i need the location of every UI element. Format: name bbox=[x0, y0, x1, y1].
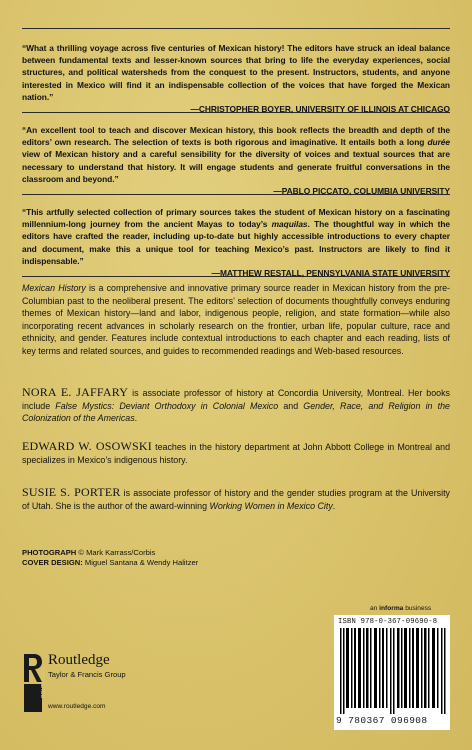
barcode-icon bbox=[340, 628, 446, 714]
photo-credit bbox=[22, 548, 198, 558]
quote-1-text: “What a thrilling voyage across five centuries of Mexican history! The editors have struck an ideal balance between fundamental texts and lesser-known sources that bring to life the everyday experiences, social structures, and political watersheds from the conquest to the present. Instructors, students, and anyone interested in Mexico will find it an indispensable collection of the voices that have forged the Mexican nation.” bbox=[22, 43, 450, 102]
bio-jaffary bbox=[22, 386, 450, 425]
description-text: is a comprehensive and innovative primary source reader in Mexican history from the pre-Columbian past to the neoliberal present. The editors’ selection of documents thoughtfully conveys enduring themes of Mexican history—land and labor, indigenous people, religion, and state formation—while also incorporating recent advances in scholarly research on the frontier, urban life, popular culture, race and ethnicity, and gender. Features include contextual introductions to each chapter and each reading, lists of key terms and related sources, and guides to recommended readings and Web-based resources. bbox=[22, 283, 450, 356]
bio-3-text2: . bbox=[332, 500, 336, 511]
informa-bold: informa bbox=[379, 605, 404, 612]
quote-2-italic: durée bbox=[427, 137, 450, 148]
quote-3-text-before: “This artfully selected collection of primary sources takes the student of Mexican history on a fascinating millennium-long journey from the ancient Mayas to today’s bbox=[22, 207, 450, 230]
quote-3-italic: maquilas bbox=[271, 219, 308, 230]
barcode-number: 9 780367 096908 bbox=[336, 715, 428, 726]
blurb-quote-3 bbox=[22, 206, 450, 279]
quote-2-text-before: “An excellent tool to teach and discover Mexican history, this book reflects the breadth and depth of the editors’ own research. The selection of texts is both rigorous and imaginative. It entails both a long bbox=[22, 125, 450, 148]
quote-3-attribution: —MATTHEW RESTALL, PENNSYLVANIA STATE UNIVERSITY bbox=[211, 268, 450, 279]
publisher-group: Taylor & Francis Group bbox=[48, 670, 126, 679]
blurb-quote-2 bbox=[22, 124, 450, 197]
quote-1-attribution: —CHRISTOPHER BOYER, UNIVERSITY OF ILLINOIS AT CHICAGO bbox=[190, 104, 450, 115]
book-description bbox=[22, 282, 450, 357]
informa-suffix: business bbox=[403, 605, 432, 612]
bio-1-book1: False Mystics: Deviant Orthodoxy in Colonial Mexico bbox=[55, 400, 279, 411]
bio-1-book2: Gender, Race, and Religion in the Colonization of the Americas bbox=[22, 400, 450, 423]
routledge-logo-icon bbox=[22, 652, 47, 714]
cover-credit-label: COVER DESIGN: bbox=[22, 557, 83, 567]
photo-credit-value: © Mark Karrass/Corbis bbox=[76, 548, 156, 557]
publisher-url[interactable]: www.routledge.com bbox=[48, 703, 106, 710]
quote-2-attribution: —PABLO PICCATO, COLUMBIA UNIVERSITY bbox=[273, 186, 450, 197]
svg-text:ROUTLEDGE: ROUTLEDGE bbox=[41, 666, 47, 698]
publisher-name: Routledge bbox=[48, 652, 110, 668]
credits bbox=[22, 548, 198, 567]
book-title: Mexican History bbox=[22, 283, 86, 293]
bio-1-name: NORA E. JAFFARY bbox=[22, 385, 129, 399]
informa-prefix: an bbox=[370, 605, 380, 612]
informa-tag bbox=[370, 605, 431, 612]
photo-credit-label: PHOTOGRAPH bbox=[22, 548, 77, 557]
bio-2-name: EDWARD W. OSOWSKI bbox=[22, 439, 152, 453]
bio-porter bbox=[22, 486, 450, 512]
bio-3-text1: is associate professor of history and the gender studies program at the University of Utah. She is the author of the award-winning bbox=[22, 488, 450, 511]
cover-credit-value: Miguel Santana & Wendy Halitzer bbox=[82, 557, 199, 567]
bio-3-book1: Working Women in Mexico City bbox=[209, 500, 333, 511]
bio-1-text3: . bbox=[134, 413, 138, 423]
bio-1-text1: is associate professor of history at Concordia University, Montreal. Her books include bbox=[22, 388, 450, 411]
quote-2-text-after: view of Mexican history and a careful sensibility for the diversity of voices and textual sources that are necessary to understand that history. It will engage students and generate fruitful conversations in the classroom and beyond.” bbox=[22, 149, 450, 184]
bio-3-name: SUSIE S. PORTER bbox=[22, 485, 121, 499]
bio-osowski bbox=[22, 440, 450, 466]
quote-3-text-after: . The thoughtful way in which the editors have crafted the reader, including up-to-date but highly accessible introductions to every chapter and document, make this a unique tool for teaching Mexico’s past. Instructors are likely to find it indispensable.” bbox=[22, 219, 450, 266]
top-rule bbox=[22, 28, 450, 29]
bio-2-text1: teaches in the history department at John Abbott College in Montreal and specializes in Mexico’s indigenous history. bbox=[22, 442, 451, 465]
bio-1-text2: and bbox=[278, 400, 304, 411]
cover-credit bbox=[22, 558, 198, 568]
blurb-quote-1 bbox=[22, 42, 450, 115]
isbn-label: ISBN 978-0-367-09690-8 bbox=[338, 618, 438, 626]
